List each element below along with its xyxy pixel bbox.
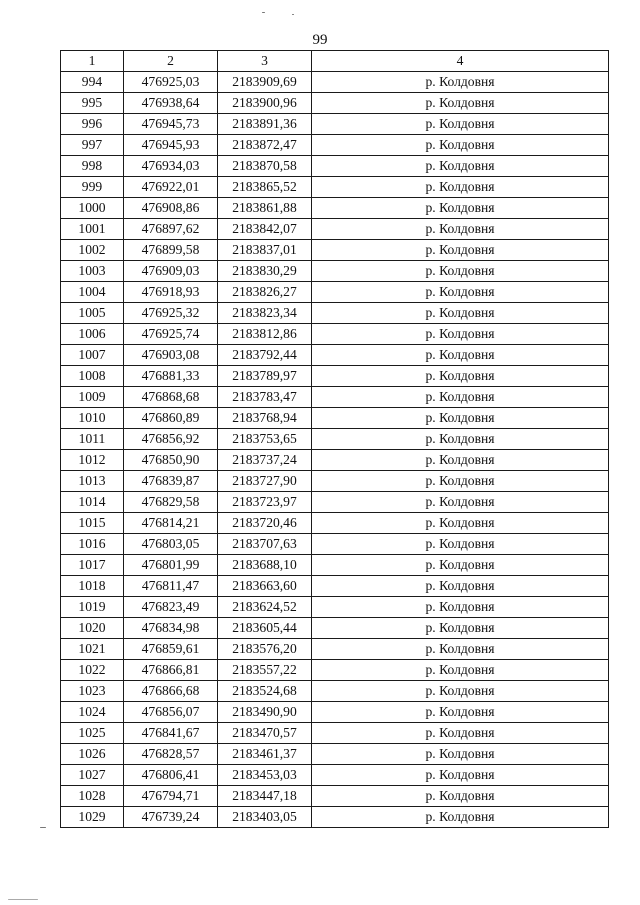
table-row <box>61 72 609 93</box>
x-coordinate-cell: 476909,03 <box>124 261 218 282</box>
table-row <box>61 702 609 723</box>
point-number-cell: 1008 <box>61 366 124 387</box>
y-coordinate-cell: 2183576,20 <box>218 639 312 660</box>
table-row <box>61 261 609 282</box>
point-number-cell: 1017 <box>61 555 124 576</box>
x-coordinate-cell: 476829,58 <box>124 492 218 513</box>
x-coordinate-cell: 476794,71 <box>124 786 218 807</box>
point-number-cell: 1011 <box>61 429 124 450</box>
coordinates-table <box>60 50 609 828</box>
x-coordinate-cell: 476866,68 <box>124 681 218 702</box>
table-row <box>61 765 609 786</box>
object-name-cell: р. Колдовня <box>312 597 609 618</box>
y-coordinate-cell: 2183823,34 <box>218 303 312 324</box>
x-coordinate-cell: 476850,90 <box>124 450 218 471</box>
table-row <box>61 639 609 660</box>
y-coordinate-cell: 2183768,94 <box>218 408 312 429</box>
x-coordinate-cell: 476841,67 <box>124 723 218 744</box>
table-row <box>61 450 609 471</box>
object-name-cell: р. Колдовня <box>312 618 609 639</box>
object-name-cell: р. Колдовня <box>312 807 609 828</box>
table-row <box>61 492 609 513</box>
y-coordinate-cell: 2183789,97 <box>218 366 312 387</box>
object-name-cell: р. Колдовня <box>312 429 609 450</box>
y-coordinate-cell: 2183792,44 <box>218 345 312 366</box>
x-coordinate-cell: 476881,33 <box>124 366 218 387</box>
table-row <box>61 114 609 135</box>
object-name-cell: р. Колдовня <box>312 744 609 765</box>
object-name-cell: р. Колдовня <box>312 93 609 114</box>
point-number-cell: 1014 <box>61 492 124 513</box>
object-name-cell: р. Колдовня <box>312 555 609 576</box>
object-name-cell: р. Колдовня <box>312 639 609 660</box>
object-name-cell: р. Колдовня <box>312 786 609 807</box>
point-number-cell: 1009 <box>61 387 124 408</box>
x-coordinate-cell: 476908,86 <box>124 198 218 219</box>
point-number-cell: 1013 <box>61 471 124 492</box>
point-number-cell: 1020 <box>61 618 124 639</box>
object-name-cell: р. Колдовня <box>312 303 609 324</box>
object-name-cell: р. Колдовня <box>312 576 609 597</box>
point-number-cell: 1001 <box>61 219 124 240</box>
y-coordinate-cell: 2183624,52 <box>218 597 312 618</box>
x-coordinate-cell: 476938,64 <box>124 93 218 114</box>
table-row <box>61 744 609 765</box>
object-name-cell: р. Колдовня <box>312 534 609 555</box>
table-row <box>61 660 609 681</box>
scan-speck <box>40 827 46 828</box>
y-coordinate-cell: 2183837,01 <box>218 240 312 261</box>
point-number-cell: 1019 <box>61 597 124 618</box>
point-number-cell: 1021 <box>61 639 124 660</box>
table-row <box>61 387 609 408</box>
object-name-cell: р. Колдовня <box>312 366 609 387</box>
table-row <box>61 471 609 492</box>
point-number-cell: 1003 <box>61 261 124 282</box>
point-number-cell: 1010 <box>61 408 124 429</box>
column-header-1: 1 <box>61 51 124 72</box>
x-coordinate-cell: 476945,73 <box>124 114 218 135</box>
point-number-cell: 1026 <box>61 744 124 765</box>
point-number-cell: 998 <box>61 156 124 177</box>
x-coordinate-cell: 476839,87 <box>124 471 218 492</box>
object-name-cell: р. Колдовня <box>312 408 609 429</box>
table-row <box>61 219 609 240</box>
object-name-cell: р. Колдовня <box>312 135 609 156</box>
point-number-cell: 1022 <box>61 660 124 681</box>
table-row <box>61 618 609 639</box>
table-row <box>61 723 609 744</box>
table-row <box>61 240 609 261</box>
y-coordinate-cell: 2183891,36 <box>218 114 312 135</box>
y-coordinate-cell: 2183663,60 <box>218 576 312 597</box>
x-coordinate-cell: 476866,81 <box>124 660 218 681</box>
table-row <box>61 198 609 219</box>
y-coordinate-cell: 2183870,58 <box>218 156 312 177</box>
x-coordinate-cell: 476897,62 <box>124 219 218 240</box>
x-coordinate-cell: 476834,98 <box>124 618 218 639</box>
x-coordinate-cell: 476828,57 <box>124 744 218 765</box>
object-name-cell: р. Колдовня <box>312 387 609 408</box>
y-coordinate-cell: 2183872,47 <box>218 135 312 156</box>
page-number: 99 <box>312 32 328 48</box>
y-coordinate-cell: 2183909,69 <box>218 72 312 93</box>
table-row <box>61 324 609 345</box>
object-name-cell: р. Колдовня <box>312 261 609 282</box>
point-number-cell: 1007 <box>61 345 124 366</box>
point-number-cell: 1002 <box>61 240 124 261</box>
object-name-cell: р. Колдовня <box>312 513 609 534</box>
y-coordinate-cell: 2183605,44 <box>218 618 312 639</box>
object-name-cell: р. Колдовня <box>312 240 609 261</box>
x-coordinate-cell: 476801,99 <box>124 555 218 576</box>
y-coordinate-cell: 2183490,90 <box>218 702 312 723</box>
object-name-cell: р. Колдовня <box>312 219 609 240</box>
point-number-cell: 1018 <box>61 576 124 597</box>
object-name-cell: р. Колдовня <box>312 177 609 198</box>
object-name-cell: р. Колдовня <box>312 198 609 219</box>
table-row <box>61 135 609 156</box>
table-header <box>61 51 609 72</box>
table-row <box>61 807 609 828</box>
table-row <box>61 534 609 555</box>
y-coordinate-cell: 2183707,63 <box>218 534 312 555</box>
table-row <box>61 513 609 534</box>
point-number-cell: 997 <box>61 135 124 156</box>
y-coordinate-cell: 2183447,18 <box>218 786 312 807</box>
y-coordinate-cell: 2183403,05 <box>218 807 312 828</box>
point-number-cell: 1027 <box>61 765 124 786</box>
point-number-cell: 1023 <box>61 681 124 702</box>
object-name-cell: р. Колдовня <box>312 702 609 723</box>
object-name-cell: р. Колдовня <box>312 345 609 366</box>
x-coordinate-cell: 476925,03 <box>124 72 218 93</box>
x-coordinate-cell: 476945,93 <box>124 135 218 156</box>
y-coordinate-cell: 2183812,86 <box>218 324 312 345</box>
object-name-cell: р. Колдовня <box>312 765 609 786</box>
x-coordinate-cell: 476860,89 <box>124 408 218 429</box>
point-number-cell: 1016 <box>61 534 124 555</box>
point-number-cell: 1012 <box>61 450 124 471</box>
y-coordinate-cell: 2183727,90 <box>218 471 312 492</box>
object-name-cell: р. Колдовня <box>312 492 609 513</box>
point-number-cell: 1028 <box>61 786 124 807</box>
object-name-cell: р. Колдовня <box>312 114 609 135</box>
x-coordinate-cell: 476934,03 <box>124 156 218 177</box>
column-header-3: 3 <box>218 51 312 72</box>
point-number-cell: 1006 <box>61 324 124 345</box>
point-number-cell: 1029 <box>61 807 124 828</box>
y-coordinate-cell: 2183753,65 <box>218 429 312 450</box>
point-number-cell: 1005 <box>61 303 124 324</box>
table-row <box>61 576 609 597</box>
point-number-cell: 999 <box>61 177 124 198</box>
x-coordinate-cell: 476918,93 <box>124 282 218 303</box>
y-coordinate-cell: 2183470,57 <box>218 723 312 744</box>
table-row <box>61 681 609 702</box>
point-number-cell: 1015 <box>61 513 124 534</box>
header-row <box>61 51 609 72</box>
object-name-cell: р. Колдовня <box>312 156 609 177</box>
table-body <box>61 72 609 828</box>
y-coordinate-cell: 2183830,29 <box>218 261 312 282</box>
x-coordinate-cell: 476899,58 <box>124 240 218 261</box>
scan-speck <box>292 14 294 15</box>
table-row <box>61 303 609 324</box>
object-name-cell: р. Колдовня <box>312 681 609 702</box>
x-coordinate-cell: 476814,21 <box>124 513 218 534</box>
table-row <box>61 597 609 618</box>
x-coordinate-cell: 476925,32 <box>124 303 218 324</box>
y-coordinate-cell: 2183524,68 <box>218 681 312 702</box>
point-number-cell: 1024 <box>61 702 124 723</box>
object-name-cell: р. Колдовня <box>312 723 609 744</box>
scan-speck <box>8 899 38 900</box>
table-row <box>61 429 609 450</box>
table-row <box>61 555 609 576</box>
object-name-cell: р. Колдовня <box>312 282 609 303</box>
object-name-cell: р. Колдовня <box>312 72 609 93</box>
y-coordinate-cell: 2183461,37 <box>218 744 312 765</box>
y-coordinate-cell: 2183842,07 <box>218 219 312 240</box>
object-name-cell: р. Колдовня <box>312 471 609 492</box>
y-coordinate-cell: 2183865,52 <box>218 177 312 198</box>
x-coordinate-cell: 476856,92 <box>124 429 218 450</box>
y-coordinate-cell: 2183723,97 <box>218 492 312 513</box>
point-number-cell: 1025 <box>61 723 124 744</box>
y-coordinate-cell: 2183826,27 <box>218 282 312 303</box>
y-coordinate-cell: 2183783,47 <box>218 387 312 408</box>
object-name-cell: р. Колдовня <box>312 450 609 471</box>
x-coordinate-cell: 476823,49 <box>124 597 218 618</box>
x-coordinate-cell: 476859,61 <box>124 639 218 660</box>
point-number-cell: 996 <box>61 114 124 135</box>
x-coordinate-cell: 476903,08 <box>124 345 218 366</box>
y-coordinate-cell: 2183861,88 <box>218 198 312 219</box>
y-coordinate-cell: 2183453,03 <box>218 765 312 786</box>
x-coordinate-cell: 476868,68 <box>124 387 218 408</box>
table-row <box>61 177 609 198</box>
table-row <box>61 345 609 366</box>
y-coordinate-cell: 2183557,22 <box>218 660 312 681</box>
x-coordinate-cell: 476856,07 <box>124 702 218 723</box>
y-coordinate-cell: 2183737,24 <box>218 450 312 471</box>
scan-speck <box>262 12 265 13</box>
table-row <box>61 93 609 114</box>
x-coordinate-cell: 476925,74 <box>124 324 218 345</box>
y-coordinate-cell: 2183688,10 <box>218 555 312 576</box>
y-coordinate-cell: 2183900,96 <box>218 93 312 114</box>
x-coordinate-cell: 476806,41 <box>124 765 218 786</box>
column-header-4: 4 <box>312 51 609 72</box>
column-header-2: 2 <box>124 51 218 72</box>
point-number-cell: 995 <box>61 93 124 114</box>
point-number-cell: 1004 <box>61 282 124 303</box>
x-coordinate-cell: 476803,05 <box>124 534 218 555</box>
x-coordinate-cell: 476922,01 <box>124 177 218 198</box>
point-number-cell: 994 <box>61 72 124 93</box>
y-coordinate-cell: 2183720,46 <box>218 513 312 534</box>
table-row <box>61 366 609 387</box>
point-number-cell: 1000 <box>61 198 124 219</box>
x-coordinate-cell: 476739,24 <box>124 807 218 828</box>
table-row <box>61 408 609 429</box>
table-row <box>61 282 609 303</box>
table-row <box>61 156 609 177</box>
object-name-cell: р. Колдовня <box>312 324 609 345</box>
table-row <box>61 786 609 807</box>
x-coordinate-cell: 476811,47 <box>124 576 218 597</box>
object-name-cell: р. Колдовня <box>312 660 609 681</box>
